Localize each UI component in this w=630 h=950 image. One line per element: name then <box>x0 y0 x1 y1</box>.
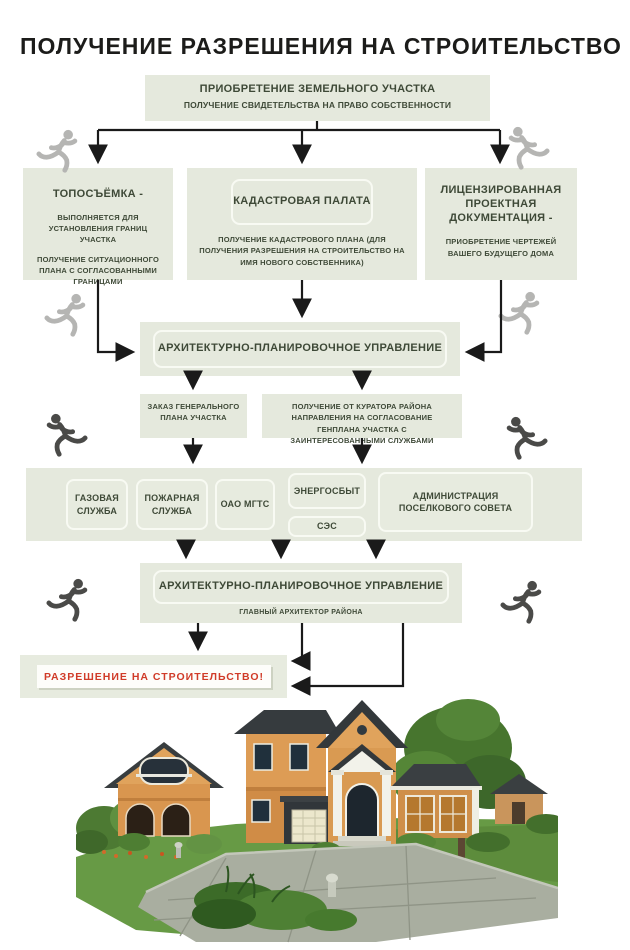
license-docs-box <box>425 168 577 280</box>
running-person-icon <box>46 576 94 626</box>
land-acquisition-subtitle: ПОЛУЧЕНИЕ СВИДЕТЕЛЬСТВА НА ПРАВО СОБСТВЕННОСТИ <box>183 99 452 110</box>
topo-survey-box <box>23 168 173 286</box>
running-person-icon <box>500 578 548 628</box>
permit-text: РАЗРЕШЕНИЕ НА СТРОИТЕЛЬСТВО! <box>43 670 265 683</box>
license-docs-title: ЛИЦЕНЗИРОВАННАЯ ПРОЕКТНАЯ ДОКУМЕНТАЦИЯ - <box>440 184 562 224</box>
curator-referral-text: ПОЛУЧЕНИЕ ОТ КУРАТОРА РАЙОНА НАПРАВЛЕНИЯ НА СОГЛАСОВАНИЕ ГЕНПЛАНА УЧАСТКА С ЗАИНТЕРЕСОВАННЫМИ СЛУЖБАМИ <box>290 402 434 445</box>
settlement-administration-box <box>378 472 533 532</box>
curator-referral-box <box>262 394 462 445</box>
topo-survey-line2: ПОЛУЧЕНИЕ СИТУАЦИОННОГО ПЛАНА С СОГЛАСОВАННЫМИ ГРАНИЦАМИ <box>37 254 159 286</box>
page-title: ПОЛУЧЕНИЕ РАЗРЕШЕНИЯ НА СТРОИТЕЛЬСТВО <box>20 33 622 59</box>
running-person-icon <box>498 289 546 339</box>
mgts-label: ОАО МГТС <box>220 499 270 510</box>
general-plan-order-text: ЗАКАЗ ГЕНЕРАЛЬНОГО ПЛАНА УЧАСТКА <box>147 402 240 423</box>
cadastre-title: КАДАСТРОВАЯ ПАЛАТА <box>233 195 371 208</box>
settlement-administration-label: АДМИНИСТРАЦИЯ ПОСЕЛКОВОГО СОВЕТА <box>398 490 513 513</box>
mgts-box <box>215 479 275 530</box>
cadastre-note: ПОЛУЧЕНИЕ КАДАСТРОВОГО ПЛАНА (ДЛЯ ПОЛУЧЕНИЯ РАЗРЕШЕНИЯ НА СТРОИТЕЛЬСТВО НА ИМЯ НОВОГО СОБСТВЕННИКА) <box>199 235 405 267</box>
land-acquisition-title: ПРИОБРЕТЕНИЕ ЗЕМЕЛЬНОГО УЧАСТКА <box>199 83 436 95</box>
running-person-icon <box>36 127 84 177</box>
topo-survey-line1: ВЫПОЛНЯЕТСЯ ДЛЯ УСТАНОВЛЕНИЯ ГРАНИЦ УЧАСТКА <box>48 212 148 245</box>
license-docs-note: ПРИОБРЕТЕНИЕ ЧЕРТЕЖЕЙ ВАШЕГО БУДУЩЕГО ДОМА <box>445 237 557 258</box>
gas-service-label: ГАЗОВАЯ СЛУЖБА <box>75 493 119 516</box>
energosbyt-box <box>288 473 366 509</box>
cadastre-box <box>187 168 417 280</box>
services-band <box>26 468 582 541</box>
architecture-planning-office-title: АРХИТЕКТУРНО-ПЛАНИРОВОЧНОЕ УПРАВЛЕНИЕ <box>157 342 443 355</box>
ses-box <box>288 516 366 537</box>
architecture-planning-office-box <box>140 322 460 376</box>
gas-service-box <box>66 479 128 530</box>
land-acquisition-box <box>145 75 490 121</box>
ses-label: СЭС <box>317 521 337 532</box>
running-person-icon <box>502 124 550 174</box>
energosbyt-label: ЭНЕРГОСБЫТ <box>293 485 361 496</box>
general-plan-order-box <box>140 394 247 438</box>
architecture-planning-office-2-title: АРХИТЕКТУРНО-ПЛАНИРОВОЧНОЕ УПРАВЛЕНИЕ <box>158 580 444 593</box>
topo-survey-title: ТОПОСЪЁМКА - <box>52 188 144 200</box>
fire-service-label: ПОЖАРНАЯ СЛУЖБА <box>144 493 200 516</box>
running-person-icon <box>44 291 92 341</box>
running-person-icon <box>500 414 548 464</box>
fire-service-box <box>136 479 208 530</box>
architecture-planning-office-2-box <box>140 563 462 623</box>
permit-box <box>37 665 271 688</box>
house-illustration <box>76 692 558 946</box>
chief-architect-label: ГЛАВНЫЙ АРХИТЕКТОР РАЙОНА <box>239 609 363 616</box>
running-person-icon <box>40 411 88 461</box>
